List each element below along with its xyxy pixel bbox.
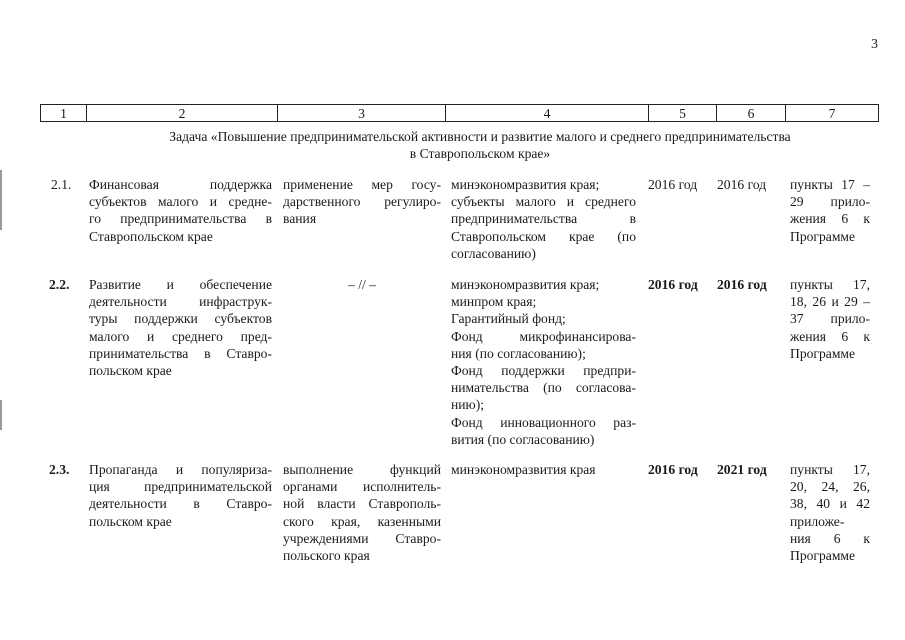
text-line: предпринимательства в (451, 211, 636, 227)
row-measures-cell (283, 176, 441, 228)
header-cell: 2 (87, 105, 278, 122)
row-name-cell (89, 276, 272, 379)
row-number: 2.2. (49, 277, 70, 292)
text-line: Гарантийный фонд; (451, 311, 566, 327)
text-line: – // – (348, 277, 376, 292)
row-end-year: 2016 год (717, 277, 767, 292)
text-line: го предпринимательства в (89, 211, 272, 227)
text-line: Финансовая поддержка (89, 177, 272, 192)
scan-edge-mark (0, 170, 2, 230)
text-line: малого и среднего пред- (89, 328, 272, 344)
text-line: 20, 24, 26, (790, 479, 870, 495)
text-line: выполнение функций (283, 462, 441, 477)
row-executors-cell (451, 276, 636, 448)
text-line: Программе (790, 548, 856, 564)
scan-edge-mark (0, 400, 2, 430)
text-line: органами исполнитель- (283, 479, 441, 495)
text-line: 29 прило- (790, 194, 870, 210)
text-line: вания (283, 211, 317, 227)
text-line: минэкономразвития края; (451, 177, 600, 192)
header-cell: 4 (446, 105, 649, 122)
text-line: деятельности инфраструк- (89, 294, 272, 310)
text-line: субъектов малого и средне- (89, 194, 272, 210)
text-line: согласованию) (451, 245, 536, 261)
text-line: вития (по согласованию) (451, 431, 595, 447)
text-line: польского края (283, 548, 370, 564)
text-line: приложе- (790, 513, 845, 529)
text-line: туры поддержки субъектов (89, 311, 272, 327)
text-line: ция предпринимательской (89, 479, 272, 495)
row-name-cell (89, 461, 272, 530)
row-executors-cell (451, 176, 636, 262)
text-line: принимательства в Ставро- (89, 345, 272, 361)
row-points-cell (790, 276, 870, 362)
row-number: 2.1. (51, 177, 72, 192)
text-line: пункты 17, (790, 277, 870, 292)
row-name-cell (89, 176, 272, 245)
text-line: Ставропольском крае (89, 228, 213, 244)
row-start-year: 2016 год (648, 277, 698, 292)
header-cell: 7 (786, 105, 879, 122)
text-line: ния 6 к (790, 530, 870, 546)
text-line: Развитие и обеспечение (89, 277, 272, 292)
text-line: 38, 40 и 42 (790, 496, 870, 512)
header-cell: 6 (717, 105, 786, 122)
text-line: польском крае (89, 513, 172, 529)
header-cell: 3 (278, 105, 446, 122)
header-cell: 1 (41, 105, 87, 122)
row-end-year: 2021 год (717, 462, 767, 477)
page-number: 3 (871, 37, 878, 52)
row-start-year: 2016 год (648, 462, 698, 477)
text-line: Фонд микрофинансирова- (451, 328, 636, 344)
task-title-line: в Ставропольском крае» (409, 146, 551, 161)
text-line: минпром края; (451, 294, 537, 310)
text-line: Фонд поддержки предпри- (451, 363, 636, 379)
text-line: пункты 17 – (790, 177, 870, 192)
text-line: Ставропольском крае (по (451, 228, 636, 244)
text-line: нию); (451, 397, 485, 413)
text-line: ского края, казенными (283, 513, 441, 529)
text-line: деятельности в Ставро- (89, 496, 272, 512)
text-line: ной власти Ставрополь- (283, 496, 441, 512)
text-line: дарственного регулиро- (283, 194, 441, 210)
text-line: пункты 17, (790, 462, 870, 477)
row-end-year: 2016 год (717, 177, 767, 192)
text-line: Программе (790, 345, 856, 361)
text-line: ния (по согласованию); (451, 345, 586, 361)
text-line: нимательства (по согласова- (451, 380, 636, 396)
text-line: минэкономразвития края; (451, 277, 600, 292)
row-measures-cell (283, 461, 441, 564)
text-line: субъекты малого и среднего (451, 194, 636, 210)
text-line: 37 прило- (790, 311, 870, 327)
row-points-cell (790, 176, 870, 245)
column-number-header (40, 104, 879, 122)
task-title (100, 128, 860, 162)
text-line: учреждениями Ставро- (283, 530, 441, 546)
text-line: Фонд инновационного раз- (451, 414, 636, 430)
row-start-year: 2016 год (648, 177, 698, 192)
row-number: 2.3. (49, 462, 70, 477)
row-executors-cell (451, 461, 636, 478)
task-title-line: Задача «Повышение предпринимательской активности и развитие малого и среднего предпринимательства (169, 129, 791, 144)
row-points-cell (790, 461, 870, 564)
row-measures-cell (283, 276, 441, 293)
text-line: жения 6 к (790, 328, 870, 344)
text-line: жения 6 к (790, 211, 870, 227)
text-line: Пропаганда и популяриза- (89, 462, 272, 477)
header-row (41, 105, 879, 122)
text-line: Программе (790, 228, 856, 244)
text-line: минэкономразвития края (451, 462, 596, 477)
text-line: польском крае (89, 363, 172, 379)
text-line: применение мер госу- (283, 177, 441, 192)
text-line: 18, 26 и 29 – (790, 294, 870, 310)
header-cell: 5 (649, 105, 717, 122)
